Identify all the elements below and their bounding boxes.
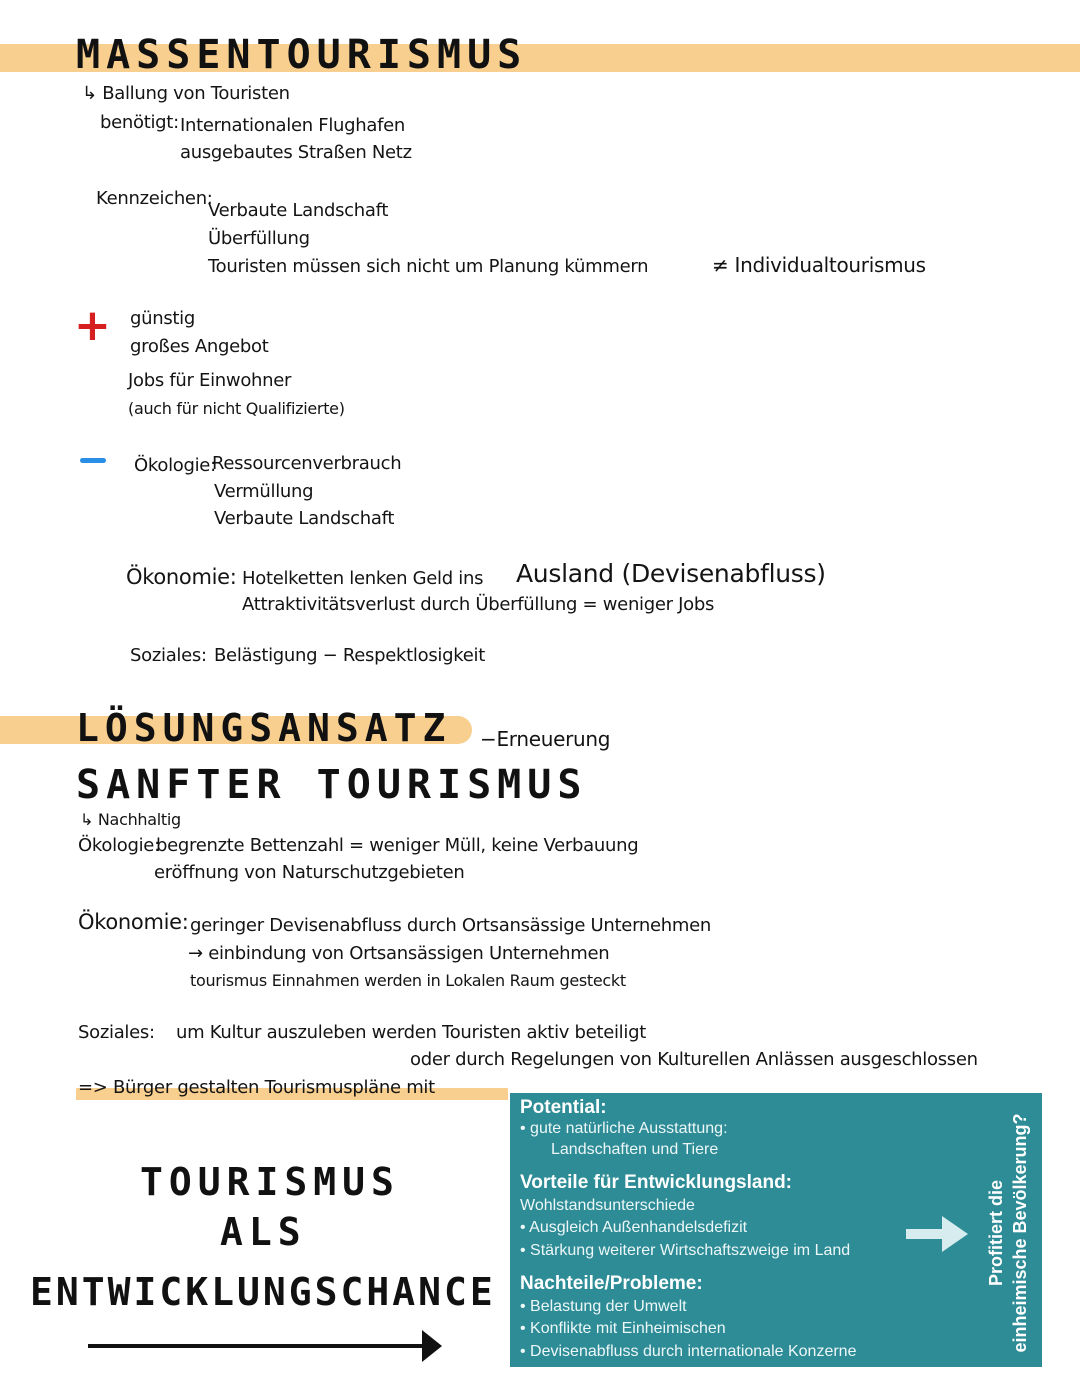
benoetigt-label: benötigt: <box>100 112 179 133</box>
sanft-oekologie-item: eröffnung von Naturschutzgebieten <box>154 862 465 883</box>
vorteile-title: Vorteile für Entwicklungsland: <box>520 1172 793 1193</box>
benoetigt-item: ausgebautes Straßen Netz <box>180 142 412 163</box>
sanft-oekonomie-item: → einbindung von Ortsansässigen Unternehmen <box>188 943 610 964</box>
nachteile-item: • Konflikte mit Einheimischen <box>520 1320 726 1337</box>
potential-item: • gute natürliche Ausstattung: <box>520 1120 728 1137</box>
oekologie-item: Verbaute Landschaft <box>214 508 395 529</box>
oekonomie-ausland: Ausland (Devisenabfluss) <box>516 559 826 588</box>
nachteile-item: • Devisenabfluss durch internationale Konzerne <box>520 1343 857 1360</box>
sanft-oekonomie-label: Ökonomie: <box>78 910 189 934</box>
loesung-title: LÖSUNGSANSATZ <box>76 706 452 750</box>
sanft-oekologie-item: begrenzte Bettenzahl = weniger Müll, keine Verbauung <box>156 835 639 856</box>
soziales-label: Soziales: <box>130 645 207 666</box>
soziales-text: Belästigung − Respektlosigkeit <box>214 645 485 666</box>
nachteile-item: • Belastung der Umwelt <box>520 1298 687 1315</box>
sanft-oekonomie-item: geringer Devisenabfluss durch Ortsansässige Unternehmen <box>190 915 711 936</box>
infobox <box>510 1093 1042 1367</box>
nachhaltig-text: ↳ Nachhaltig <box>80 810 181 829</box>
sanft-oekologie-label: Ökologie: <box>78 835 160 856</box>
profit-question-line: einheimische Bevölkerung? <box>1010 1112 1030 1353</box>
oekonomie-text: Attraktivitätsverlust durch Überfüllung = weniger Jobs <box>242 594 715 615</box>
arrow-right-icon <box>86 1326 446 1366</box>
kennzeichen-item: Verbaute Landschaft <box>208 200 389 221</box>
benoetigt-item: Internationalen Flughafen <box>180 115 406 136</box>
oekonomie-label: Ökonomie: <box>126 565 237 589</box>
neq-individualtourismus: ≠ Individualtourismus <box>712 253 926 277</box>
plus-icon: + <box>74 300 111 351</box>
plus-item: (auch für nicht Qualifizierte) <box>128 399 345 418</box>
potential-item: Landschaften und Tiere <box>551 1141 719 1158</box>
kennzeichen-item: Touristen müssen sich nicht um Planung kümmern <box>208 256 649 277</box>
oekonomie-text: Hotelketten lenken Geld ins <box>242 568 484 589</box>
oekologie-item: Ressourcenverbrauch <box>212 453 402 474</box>
profit-question <box>980 1105 1036 1360</box>
sanft-oekonomie-item: tourismus Einnahmen werden in Lokalen Raum gesteckt <box>190 971 626 990</box>
vorteile-item: • Stärkung weiterer Wirtschaftszweige im Land <box>520 1242 851 1259</box>
nachteile-title: Nachteile/Probleme: <box>520 1273 703 1294</box>
kennzeichen-label: Kennzeichen: <box>96 188 213 209</box>
vorteile-item: • Ausgleich Außenhandelsdefizit <box>520 1219 748 1236</box>
kennzeichen-item: Überfüllung <box>208 228 310 249</box>
minus-icon <box>80 458 106 463</box>
plus-item: großes Angebot <box>130 336 269 357</box>
entwicklung-title-line: ENTWICKLUNGSCHANCE <box>30 1270 496 1314</box>
massentourismus-title: MASSENTOURISMUS <box>76 32 528 78</box>
arrow-right-icon <box>906 1214 970 1254</box>
oekologie-item: Vermüllung <box>214 481 314 502</box>
erneuerung-text: −Erneuerung <box>480 727 611 751</box>
plus-item: günstig <box>130 308 196 329</box>
sanft-soziales-text: oder durch Regelungen von Kulturellen Anlässen ausgeschlossen <box>410 1049 978 1070</box>
entwicklung-title-line: ALS <box>220 1210 307 1254</box>
buerger-text: => Bürger gestalten Tourismuspläne mit <box>78 1077 435 1098</box>
plus-item: Jobs für Einwohner <box>128 370 292 391</box>
sanfter-tourismus-title: SANFTER TOURISMUS <box>76 762 588 808</box>
ballung-text: ↳ Ballung von Touristen <box>82 83 290 104</box>
sanft-soziales-text: um Kultur auszuleben werden Touristen aktiv beteiligt <box>176 1022 646 1043</box>
oekologie-label: Ökologie: <box>134 455 216 476</box>
entwicklung-title-line: TOURISMUS <box>140 1160 400 1204</box>
profit-question-line: Profitiert die <box>986 1179 1006 1286</box>
potential-title: Potential: <box>520 1097 607 1118</box>
vorteile-item: Wohlstandsunterschiede <box>520 1197 695 1214</box>
sanft-soziales-label: Soziales: <box>78 1022 155 1043</box>
